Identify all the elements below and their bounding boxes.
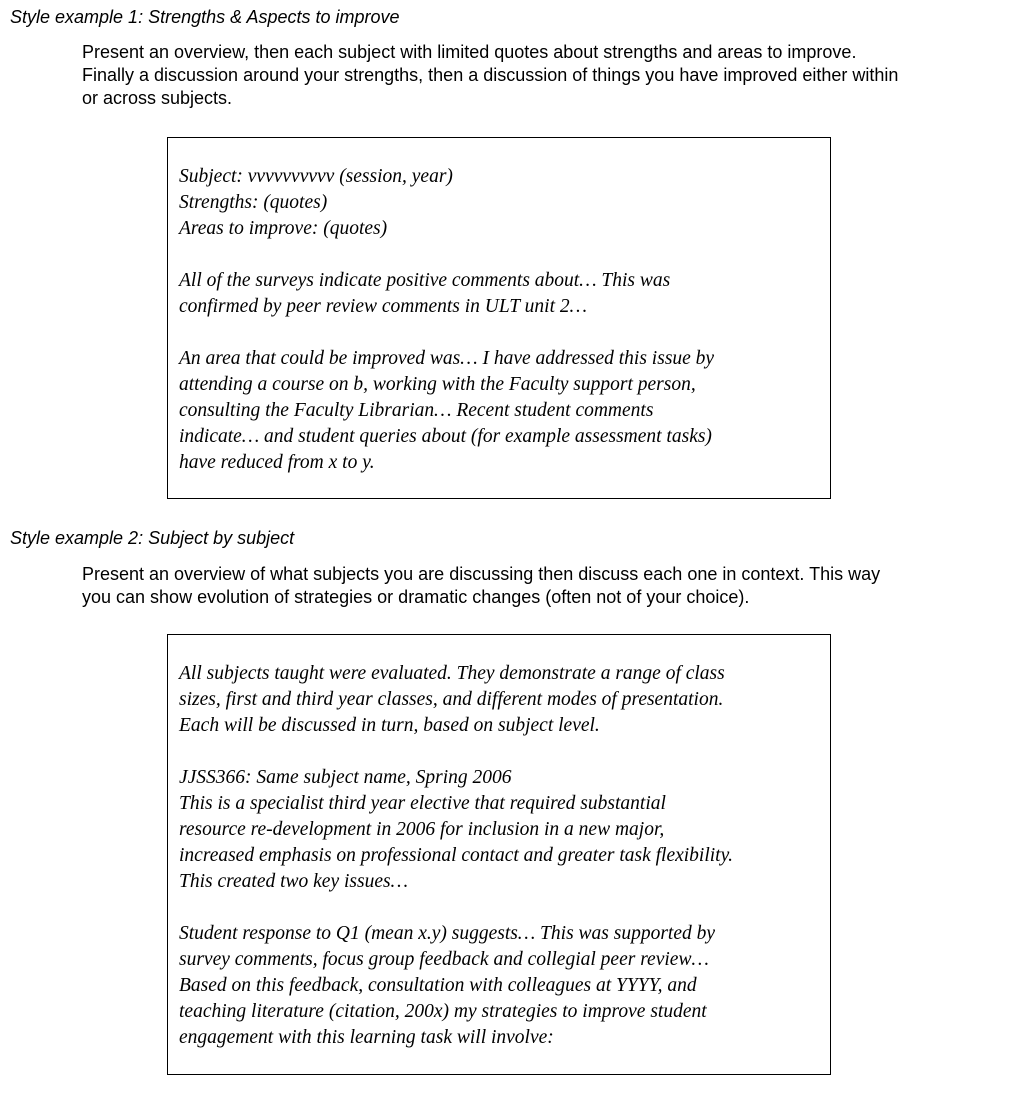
intro-line: Present an overview of what subjects you are discussing then discuss each one in context. This way bbox=[82, 564, 881, 584]
box-line: teaching literature (citation, 200x) my strategies to improve student bbox=[179, 1001, 707, 1022]
section-2-intro bbox=[82, 563, 1012, 609]
box-line: All of the surveys indicate positive comments about… This was bbox=[179, 270, 671, 291]
box-line: confirmed by peer review comments in ULT unit 2… bbox=[179, 296, 587, 317]
section-1-heading: Style example 1: Strengths & Aspects to improve bbox=[10, 7, 400, 27]
paragraph-gap bbox=[179, 242, 714, 268]
box-line: engagement with this learning task will involve: bbox=[179, 1027, 554, 1048]
box-line: resource re-development in 2006 for inclusion in a new major, bbox=[179, 819, 665, 840]
box-line: consulting the Faculty Librarian… Recent student comments bbox=[179, 400, 654, 421]
section-2-heading: Style example 2: Subject by subject bbox=[10, 528, 295, 548]
box-line: This is a specialist third year elective that required substantial bbox=[179, 793, 666, 814]
box-line: indicate… and student queries about (for example assessment tasks) bbox=[179, 426, 712, 447]
box-line: All subjects taught were evaluated. They demonstrate a range of class bbox=[179, 663, 725, 684]
box-line: sizes, first and third year classes, and different modes of presentation. bbox=[179, 689, 724, 710]
box-line: Student response to Q1 (mean x.y) suggests… This was supported by bbox=[179, 923, 716, 944]
box-line: survey comments, focus group feedback and collegial peer review… bbox=[179, 949, 709, 970]
intro-line: Finally a discussion around your strengths, then a discussion of things you have improved either within bbox=[82, 65, 899, 85]
paragraph-gap bbox=[179, 739, 733, 765]
section-2-example-box bbox=[167, 634, 831, 1075]
box-line: Subject: vvvvvvvvvv (session, year) bbox=[179, 166, 453, 187]
intro-line: or across subjects. bbox=[82, 88, 233, 108]
section-1-example-box bbox=[167, 137, 831, 499]
paragraph-gap bbox=[179, 895, 733, 921]
box-line: Based on this feedback, consultation with colleagues at YYYY, and bbox=[179, 975, 697, 996]
example-box-text bbox=[179, 164, 714, 476]
example-box-text bbox=[179, 661, 733, 1051]
paragraph-gap bbox=[179, 320, 714, 346]
box-line: Each will be discussed in turn, based on subject level. bbox=[179, 715, 600, 736]
box-line: Areas to improve: (quotes) bbox=[179, 218, 388, 239]
box-line: An area that could be improved was… I have addressed this issue by bbox=[179, 348, 715, 369]
box-line: Strengths: (quotes) bbox=[179, 192, 328, 213]
box-line: have reduced from x to y. bbox=[179, 452, 375, 473]
intro-line: Present an overview, then each subject with limited quotes about strengths and areas to improve. bbox=[82, 42, 857, 62]
box-line: This created two key issues… bbox=[179, 871, 408, 892]
box-line: JJSS366: Same subject name, Spring 2006 bbox=[179, 767, 512, 788]
section-1-intro bbox=[82, 41, 1012, 110]
box-line: attending a course on b, working with the Faculty support person, bbox=[179, 374, 696, 395]
box-line: increased emphasis on professional contact and greater task flexibility. bbox=[179, 845, 734, 866]
intro-line: you can show evolution of strategies or dramatic changes (often not of your choice). bbox=[82, 587, 750, 607]
